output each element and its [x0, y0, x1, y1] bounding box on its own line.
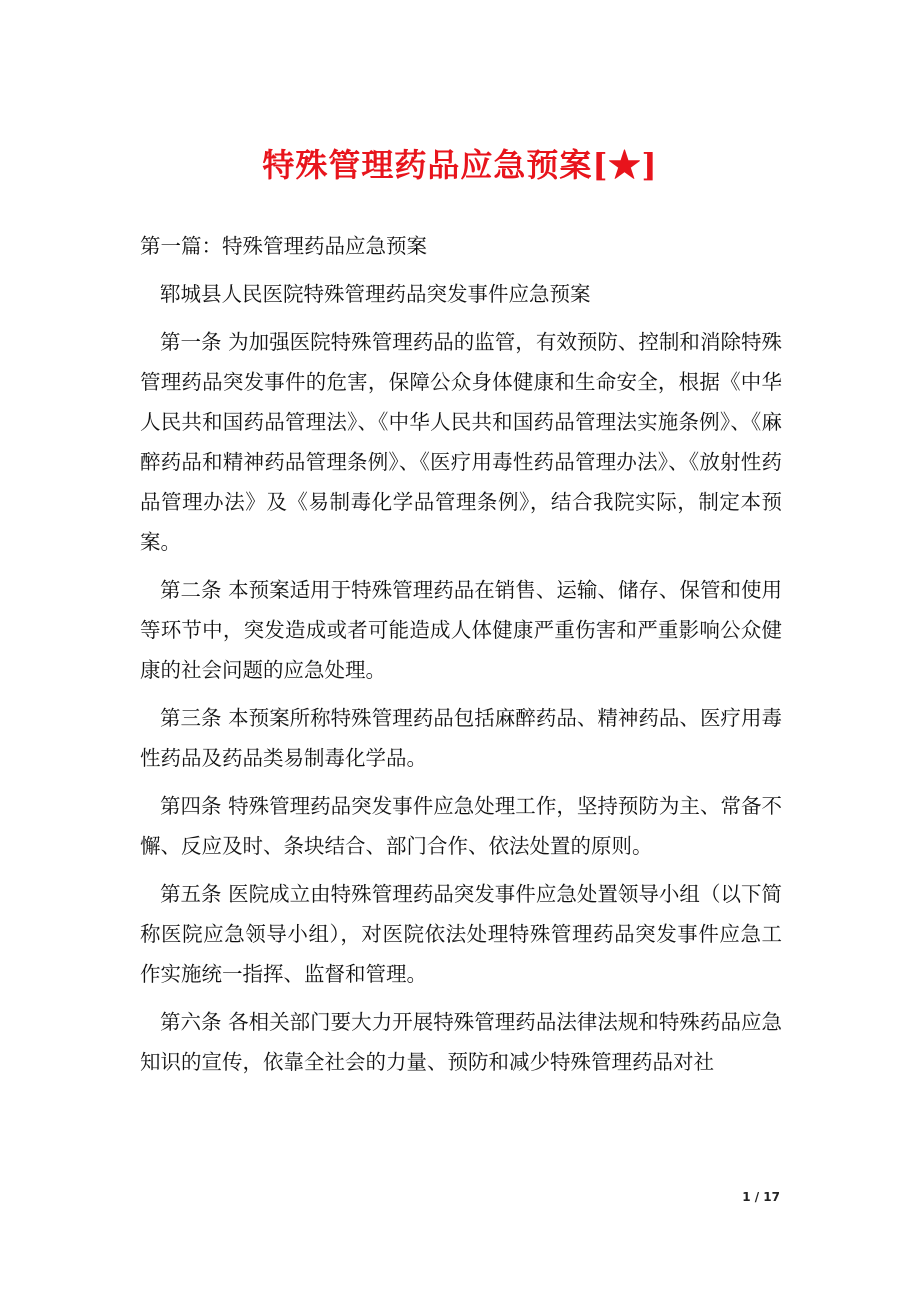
page-number: 1 / 17 — [742, 1190, 780, 1204]
document-title: 特殊管理药品应急预案[★] — [262, 146, 658, 184]
article-3: 第三条 本预案所称特殊管理药品包括麻醉药品、精神药品、医疗用毒性药品及药品类易制毒化学品。 — [140, 706, 782, 770]
article-6: 第六条 各相关部门要大力开展特殊管理药品法律法规和特殊药品应急知识的宣传，依靠全社会的力量、预防和减少特殊管理药品对社 — [140, 1010, 782, 1074]
article-1: 第一条 为加强医院特殊管理药品的监管，有效预防、控制和消除特殊管理药品突发事件的危害，保障公众身体健康和生命安全，根据《中华人民共和国药品管理法》、《中华人民共和国药品管理法实施条例》、《麻醉药品和精神药品管理条例》、《医疗用毒性药品管理办法》、《放射性药品管理办法》及《易制毒化学品管理条例》，结合我院实际，制定本预案。 — [140, 330, 782, 554]
document-body — [140, 226, 782, 1090]
section-heading: 第一篇：特殊管理药品应急预案 — [140, 234, 427, 258]
article-5: 第五条 医院成立由特殊管理药品突发事件应急处置领导小组（以下简称医院应急领导小组），对医院依法处理特殊管理药品突发事件应急工作实施统一指挥、监督和管理。 — [140, 882, 782, 986]
article-2: 第二条 本预案适用于特殊管理药品在销售、运输、储存、保管和使用等环节中，突发造成或者可能造成人体健康严重伤害和严重影响公众健康的社会问题的应急处理。 — [140, 578, 782, 682]
article-4: 第四条 特殊管理药品突发事件应急处理工作，坚持预防为主、常备不懈、反应及时、条块结合、部门合作、依法处置的原则。 — [140, 794, 782, 858]
document-subtitle: 郓城县人民医院特殊管理药品突发事件应急预案 — [160, 282, 591, 306]
